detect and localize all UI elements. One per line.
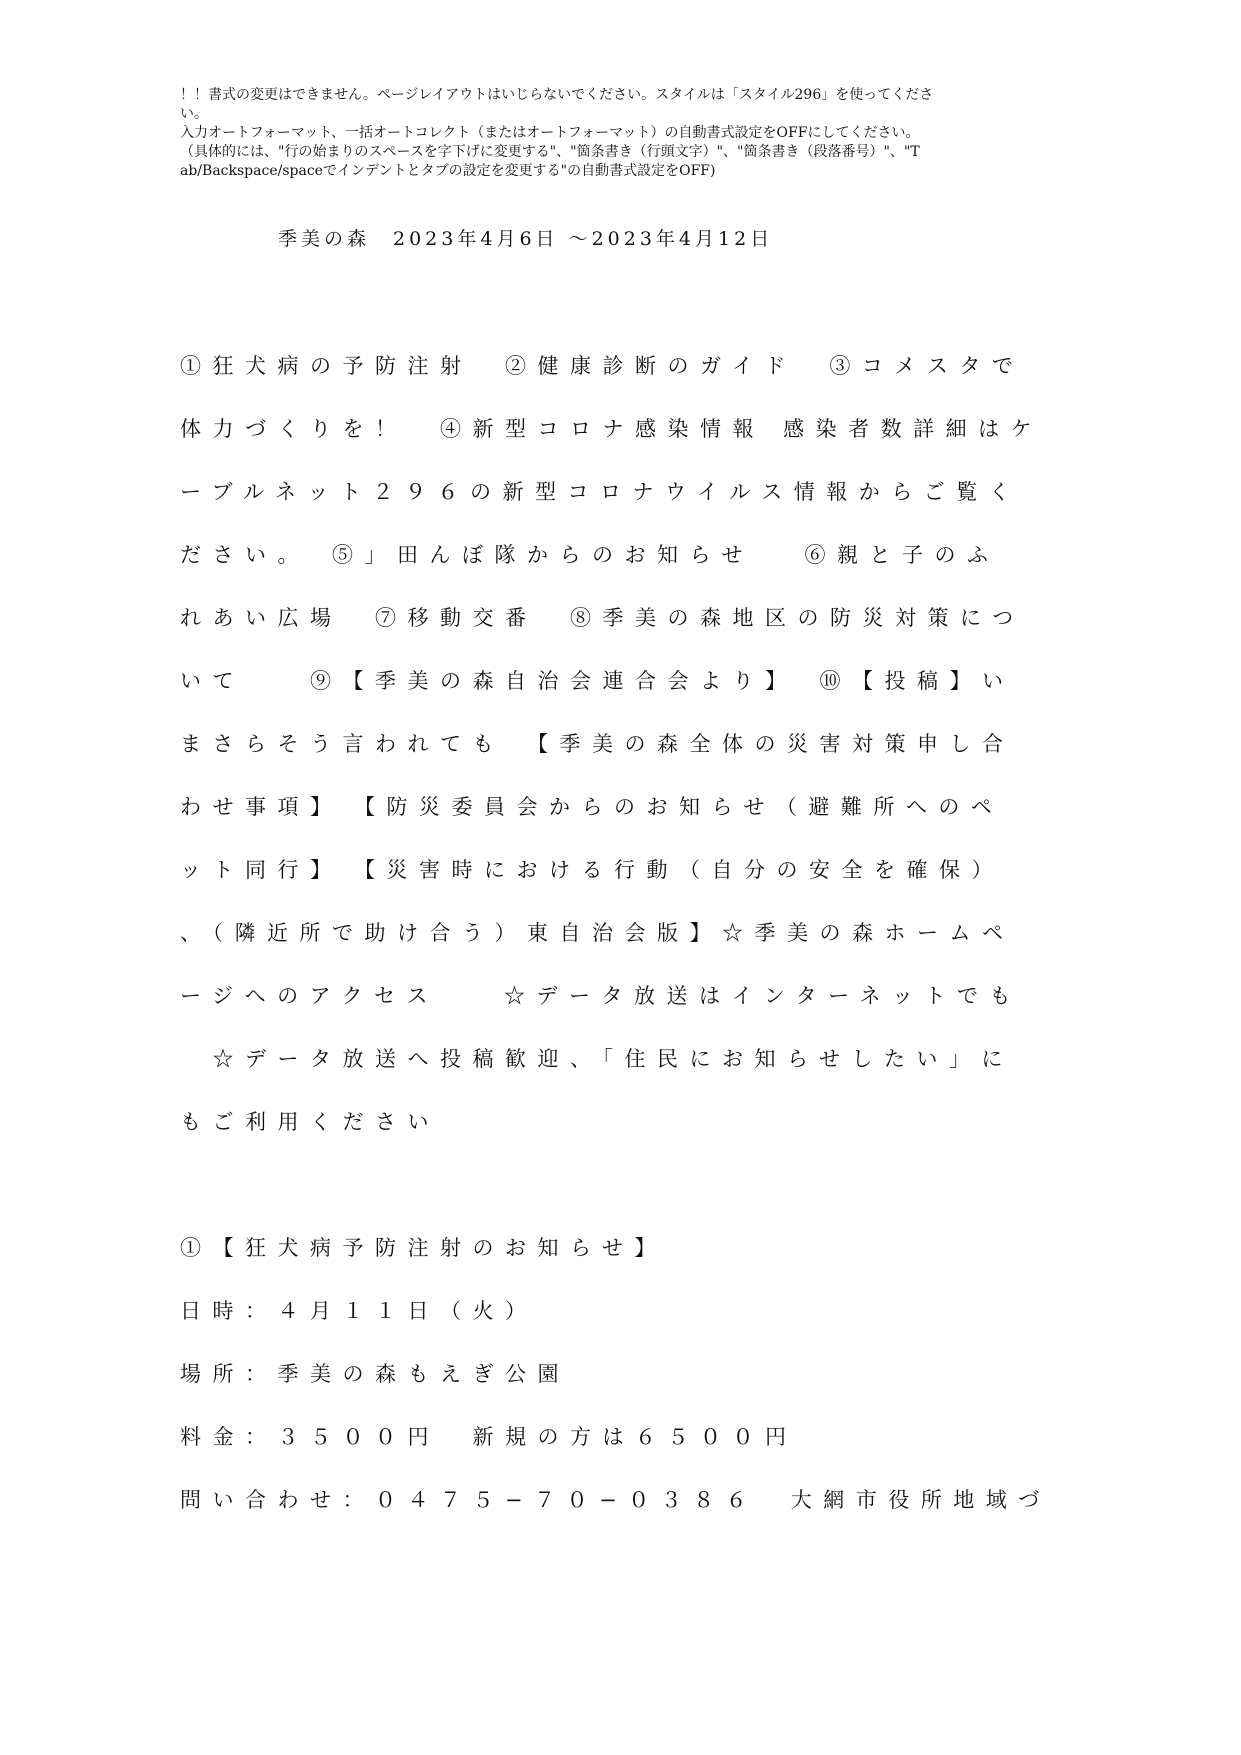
contents-line: ①狂犬病の予防注射 ②健康診断のガイド ③コメスタで <box>180 354 1025 378</box>
notice-line: 入力オートフォーマット、一括オートコレクト（またはオートフォーマット）の自動書式設定をOFFにしてください。 <box>180 125 920 141</box>
fee-line: 料金：３５００円 新規の方は６５００円 <box>180 1425 798 1449</box>
contents-line: ージへのアクセス ☆データ放送はインターネットでも <box>180 984 1023 1008</box>
contents-line: ださい。 ⑤」田んぼ隊からのお知らせ ⑥親と子のふ <box>180 543 1000 567</box>
notice-line: （具体的には、"行の始まりのスペースを字下げに変更する"、"箇条書き（行頭文字）"、"箇条書き（段落番号）"、"T <box>180 144 920 160</box>
date-line: 日時：４月１１日（火） <box>180 1299 538 1323</box>
contents-line: まさらそう言われても 【季美の森全体の災害対策申し合 <box>180 732 1015 756</box>
notice-line: ！！書式の変更はできません。ページレイアウトはいじらないでください。スタイルは「スタイル296」を使ってくださ <box>180 87 934 103</box>
contents-line: ☆データ放送へ投稿歓迎、「住民にお知らせしたい」に <box>180 1047 1014 1071</box>
formatting-notice <box>180 86 1060 181</box>
contents-line: いて ⑨【季美の森自治会連合会より】 ⑩【投稿】い <box>180 669 1015 693</box>
contents-line: もご利用ください <box>180 1110 440 1134</box>
contents-line: れあい広場 ⑦移動交番 ⑧季美の森地区の防災対策につ <box>180 606 1025 630</box>
contents-line: 体力づくりを！ ④新型コロナ感染情報 感染者数詳細はケ <box>180 417 1044 441</box>
notice-line: い。 <box>180 106 208 122</box>
section-title: ①【狂犬病予防注射のお知らせ】 <box>180 1236 667 1260</box>
contents-line: わせ事項】 【防災委員会からのお知らせ（避難所へのペ <box>180 795 1004 819</box>
notice-line: ab/Backspace/spaceでインデントとタブの設定を変更する"の自動書式設定をOFF) <box>180 163 716 179</box>
contents-line: ット同行】 【災害時における行動（自分の安全を確保） <box>180 858 1004 882</box>
place-line: 場所：季美の森もえぎ公園 <box>180 1362 570 1386</box>
contents-line: ーブルネット２９６の新型コロナウイルス情報からご覧く <box>180 480 1022 504</box>
document-heading: 季美の森 2023年4月6日 ～2023年4月12日 <box>278 228 774 250</box>
contact-line: 問い合わせ：０４７５−７０−０３８６ 大網市役所地域づ <box>180 1488 1051 1512</box>
contents-line: 、（隣近所で助け合う）東自治会版】☆季美の森ホームペ <box>180 921 1015 945</box>
